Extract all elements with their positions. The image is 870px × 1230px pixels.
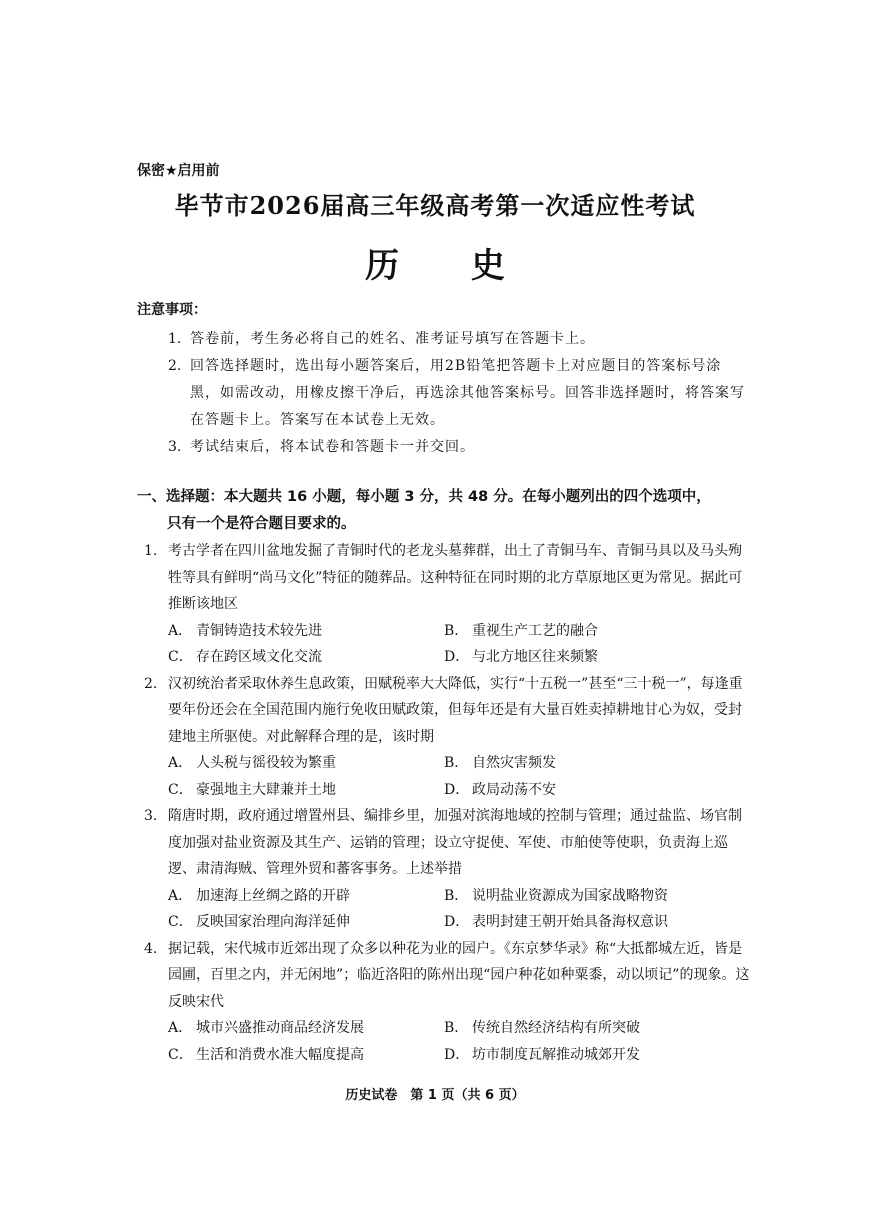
option-b: [444, 618, 720, 645]
option-text: 重视生产工艺的融合: [472, 622, 598, 639]
notice-text: 答卷前，考生务必将自己的姓名、准考证号填写在答题卡上。: [190, 331, 595, 347]
option-c: [168, 777, 444, 804]
option-text: 坊市制度瓦解推动城郊开发: [472, 1046, 640, 1063]
confidential-mark: 保密★启用前: [137, 163, 220, 179]
option-text: 城市兴盛推动商品经济发展: [196, 1020, 364, 1036]
question-2: [144, 671, 750, 804]
option-text: 人头税与徭役较为繁重: [196, 755, 336, 771]
option-c: [168, 1042, 444, 1069]
option-text: 说明盐业资源成为国家战略物资: [472, 887, 668, 904]
notice-text: 回答选择题时，选出每小题答案后，用2B铅笔把答题卡上对应题目的答案标号涂黑，如需改动，用橡皮擦干净后，再选涂其他答案标号。回答非选择题时，将答案写在答题卡上。答案写在本试卷上无效。: [190, 358, 745, 428]
option-text: 青铜铸造技术较先进: [196, 622, 322, 639]
option-d: [444, 1042, 720, 1069]
notice-text: 考试结束后，将本试卷和答题卡一并交回。: [190, 439, 475, 455]
option-label: C．: [168, 1046, 193, 1063]
option-text: 传统自然经济结构有所突破: [472, 1020, 640, 1036]
page-footer: 历史试卷 第 1 页（共 6 页）: [345, 1088, 525, 1103]
option-text: 加速海上丝绸之路的开辟: [196, 887, 350, 904]
question-stem: 据记载，宋代城市近郊出现了众多以种花为业的园户。《东京梦华录》称“大抵都城左近，皆是园圃，百里之内，并无闲地”；临近洛阳的陈州出现“园户种花如种粟黍，动以顷记”的现象。这反映宋代: [168, 940, 750, 1010]
option-label: D．: [444, 781, 470, 798]
section-heading: [137, 484, 749, 538]
option-a: [168, 1015, 444, 1042]
option-label: A．: [168, 622, 193, 639]
option-label: B．: [444, 755, 469, 771]
option-group: [144, 1015, 750, 1068]
option-text: 表明封建王朝开始具备海权意识: [472, 914, 668, 930]
option-label: A．: [168, 755, 193, 771]
notice-number: 1.: [168, 331, 182, 347]
section-heading-line1: 一、选择题：本大题共 16 小题，每小题 3 分，共 48 分。在每小题列出的四个选项中，: [137, 489, 711, 505]
option-group: [144, 618, 750, 671]
option-label: A．: [168, 1020, 193, 1036]
notice-item: [168, 326, 748, 353]
option-label: A．: [168, 887, 193, 904]
option-label: D．: [444, 914, 470, 930]
option-d: [444, 909, 720, 936]
option-label: B．: [444, 622, 469, 639]
question-4: [144, 936, 750, 1069]
notice-number: 3.: [168, 439, 182, 455]
option-label: D．: [444, 649, 470, 665]
option-group: [144, 750, 750, 803]
question-number: 2.: [144, 675, 158, 692]
option-label: D．: [444, 1046, 470, 1063]
question-stem: 考古学者在四川盆地发掘了青铜时代的老龙头墓葬群，出土了青铜马车、青铜马具以及马头殉牲等具有鲜明“尚马文化”特征的随葬品。这种特征在同时期的北方草原地区更为常见。据此可推断该地区: [168, 543, 743, 612]
option-b: [444, 883, 720, 910]
option-d: [444, 777, 720, 804]
question-1: [144, 538, 750, 671]
option-text: 反映国家治理向海洋延伸: [196, 914, 350, 930]
option-text: 豪强地主大肆兼并土地: [196, 781, 336, 798]
notice-heading: 注意事项：: [137, 302, 207, 318]
question-3: [144, 803, 750, 936]
question-number: 3.: [144, 808, 158, 824]
option-a: [168, 883, 444, 910]
option-c: [168, 644, 444, 671]
option-label: B．: [444, 1020, 469, 1036]
option-text: 政局动荡不安: [472, 781, 556, 798]
exam-title: 毕节市2026届高三年级高考第一次适应性考试: [174, 191, 696, 220]
question-number: 1.: [144, 543, 158, 559]
option-text: 存在跨区域文化交流: [196, 649, 322, 665]
option-label: C．: [168, 914, 193, 930]
question-stem: 隋唐时期，政府通过增置州县、编排乡里，加强对滨海地域的控制与管理；通过盐监、场官制度加强对盐业资源及其生产、运销的管理；设立守捉使、军使、市舶使等使职，负责海上巡逻、肃清海贼、管理外贸和蕃客事务。上述举措: [168, 808, 742, 877]
option-b: [444, 1015, 720, 1042]
option-text: 自然灾害频发: [472, 755, 556, 771]
option-label: C．: [168, 781, 193, 798]
notice-item: [168, 353, 748, 434]
notice-item: [168, 434, 748, 461]
notice-number: 2.: [168, 358, 182, 374]
question-stem: 汉初统治者采取休养生息政策，田赋税率大大降低，实行“十五税一”甚至“三十税一”，每逢重要年份还会在全国范围内施行免收田赋政策，但每年还是有大量百姓卖掉耕地甘心为奴，受封建地主所驱使。对此解释合理的是，该时期: [168, 675, 743, 745]
option-label: B．: [444, 887, 469, 904]
section-heading-line2: 只有一个是符合题目要求的。: [167, 516, 356, 532]
option-text: 与北方地区往来频繁: [472, 649, 598, 665]
notice-list: [168, 326, 748, 461]
option-c: [168, 909, 444, 936]
option-b: [444, 750, 720, 777]
question-number: 4.: [144, 940, 158, 957]
option-a: [168, 750, 444, 777]
option-label: C．: [168, 649, 193, 665]
subject-title: 历 史: [365, 246, 535, 286]
option-a: [168, 618, 444, 645]
option-text: 生活和消费水准大幅度提高: [196, 1046, 364, 1063]
option-d: [444, 644, 720, 671]
question-list: [144, 538, 750, 1068]
option-group: [144, 883, 750, 936]
